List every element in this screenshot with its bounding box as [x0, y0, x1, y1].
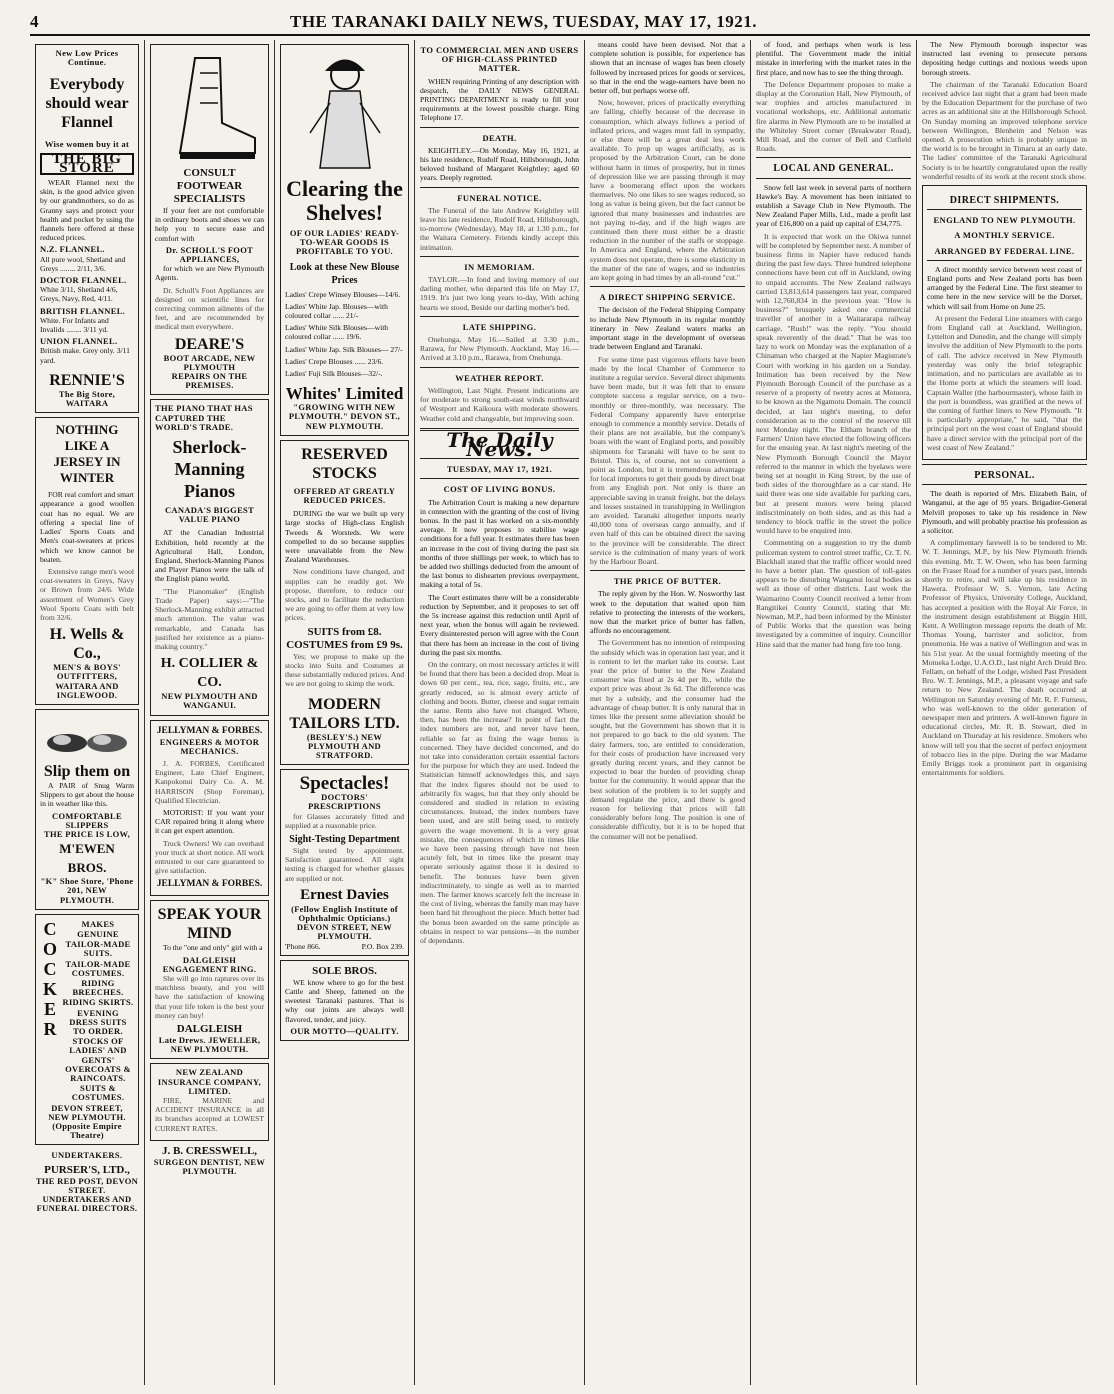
slipper-illustration-icon [42, 718, 132, 758]
slip-comfortable: COMFORTABLE SLIPPERS [52, 810, 122, 830]
cocker-letter: C [43, 958, 57, 979]
death-body: KEIGHTLEY.—On Monday, May 16, 1921, at his late residence, Rudolf Road, Hillsborough, John beloved husband of Margaret Keightley; aged 60 years. Deeply regretted. [420, 145, 579, 183]
direct-body: A direct monthly service between west coast of England ports and New Zealand ports has been arranged by the Federal Line. The first steamer to come here in the new service will be the Dorset, which will sail from Home on June 25. [927, 264, 1082, 311]
modern-sub: (BESLEY'S.) NEW PLYMOUTH AND STRATFORD. [306, 731, 383, 760]
cocker-line: EVENING DRESS SUITS TO ORDER. [69, 1007, 127, 1036]
column-1 [30, 40, 145, 1385]
blouse-list [285, 290, 404, 379]
blouse-item: Ladies' Crepe Winsey Blouses—14/6. [285, 289, 401, 299]
purser-sub: THE RED POST, DEVON STREET. UNDERTAKERS AND FUNERAL DIRECTORS. [35, 1175, 139, 1214]
jellyman-advert: JELLYMAN & FORBES. ENGINEERS & MOTOR MECHANICS. J. A. FORBES, Certificated Engineer, Late Chief Engineer, Kanpokonui Dairy Co. A. M. HARRISON (Shop Foreman), Qualified Electrician. MOTORIST: If you want your CAR repaired bring it along where it can get expert attention. Truck Owners! We can overhaul your truck at short notice. All work entrusted to our care guaranteed to give satisfaction. JELLYMAN & FORBES. [150, 720, 269, 897]
dalgleish-advert: SPEAK YOUR MIND To the "one and only" girl with a DALGLEISH ENGAGEMENT RING. She will go into raptures over its matchless beauty, and you will have the satisfaction of knowing that your life token is the best your money can buy! DALGLEISH Late Drews. JEWELLER, NEW PLYMOUTH. [150, 900, 269, 1059]
direct-sub-2: A MONTHLY SERVICE. [954, 230, 1055, 241]
consult-advert: CONSULT FOOTWEAR SPECIALISTS If your feet are not comfortable in ordinary boots and shoes we can help you to secure ease and comfort with Dr. SCHOLL'S FOOT APPLIANCES, for which we are New Plymouth Agents. Dr. Scholl's Foot Appliances are designed on scientific lines for correcting common ailments of the feet, and are recommended by medical men everywhere. DEARE'S BOOT ARCADE, NEW PLYMOUTH REPAIRS ON THE PREMISES. [150, 44, 269, 395]
flannel-name: BRITISH FLANNEL. [40, 305, 126, 316]
big-store-body: WEAR Flannel next the skin, is the good advice given by our grandmothers, so do as Granny says and protect your health and pocket by using the flannels here offered at these reduced prices. [40, 178, 134, 243]
scholl-name: Dr. SCHOLL'S FOOT APPLIANCES, [165, 244, 254, 265]
sight-head: Sight-Testing Department [289, 833, 400, 845]
leader-head: COST OF LIVING BONUS. [443, 484, 556, 495]
big-store-head: New Low Prices Continue. [55, 48, 119, 68]
mcewen-name: M'EWEN BROS. [59, 841, 115, 876]
shipping-service-body: The decision of the Federal Shipping Company to include New Plymouth in its regular monthly itinerary in New Zealand waters marks an important stage in the development of overseas trade between England and Taranaki. [590, 305, 745, 352]
local-head: LOCAL AND GENERAL. [773, 163, 894, 175]
memoriam-head: IN MEMORIAM. [464, 261, 535, 272]
death-head: DEATH. [482, 132, 517, 143]
blouse-item: Ladies' Fuji Silk Blouses—32/-. [285, 369, 383, 379]
cocker-letters [40, 919, 60, 1039]
collier-sub: NEW PLYMOUTH AND WANGANUI. [161, 691, 258, 711]
blouse-item: Ladies' White Jap. Silk Blouses— 27/- [285, 344, 403, 354]
modern-name: MODERN TAILORS LTD. [289, 695, 400, 732]
slip-price: THE PRICE IS LOW, [43, 828, 131, 839]
column-4: TO COMMERCIAL MEN AND USERS OF HIGH-CLASS PRINTED MATTER. WHEN requiring Printing of any description with despatch, the DAILY NEWS GENERAL PRINTING DEPARTMENT is ready to fill your requirements at the lowest possible charge. Ring Telephone 17. DEATH. KEIGHTLEY.—On Monday, May 16, 1921, at his late residence, Rudolf Road, Hillsborough, John beloved husband of Margaret Keightley; aged 60 years. Deeply regretted. FUNERAL NOTICE. The Funeral of the late Andrew Keightley will leave his late residence, Rudolf Road, Hillsborough, to-morrow (Wednesday), May 18, at 1.30 p.m., for the Waitara Cemetery. Friends kindly accept this intimation. IN MEMORIAM. TAYLOR.—In fond and loving memory of our darling mother, who departed this life on May 17, 1919. It's just two long years to-day, With aching hearts we stood, Beside our darling mother's bed. LATE SHIPPING. Onehunga, May 16.—Sailed at 3.30 p.m., Rarawa, for New Plymouth. Auckland, May 16.—Arrived at 3.10 p.m., Rarawa, from Onehunga. WEATHER REPORT. Wellington, Last Night. Present indications are for moderate to strong south-east winds northward of Westport and Kaikoura with moderate showers. Weather cold and changeable, but improving soon. The Daily News. TUESDAY, MAY 17, 1921. COST OF LIVING BONUS. The Arbitration Court is making a new departure in connection with the granting of the cost of living bonus. In the past it has worked on a six-monthly average. It now proposes to stabilise wage conditions for a full year. It estimates there has been an increase in the cost of living during the past six months of three shillings per week, to which has to be added two shillings deducted from the amount of the last bonus to dishearten previous overpayment, making a total of 5s. The Court estimates there will be a considerable reduction by September, and it proposes to set off the 5s increase against this reduction until April of next year, when the bonus will again be reviewed. Every disinterested person will agree with the Court that there has been an increase in the cost of living during the past six months. On the contrary, on most necessary articles it will be found that there has been a decided drop. Meat is down 60 per cent., tea, rice, sago, fruits, etc., are greatly reduced, so is almost every article of clothing and boots. Butter, cheese and sugar remain the same. Rents also have not changed. Where, then, has been the increase? In point of fact the index numbers are not, and never have been, reliable so far as fixing the wage bonus is concerned. They have decided concerned, and do not take into consideration certain essential factors for the purpose for which they are used. Indeed the Statistician himself acknowledges this, and says that the index figures should not be used to arbitrarily fix wages, but that they only should be considered and studied in relation to existing circumstances. Instead, the index numbers have been used, and are still being used, to entirely govern the wage movement. It is a very great mistake, the consequences of which in times like we have been passing through have not been acutely felt, but in times like the present may operate seriously against those it is desired to benefit. The bonuses have been given indiscriminately, to single as well as to married men. The farmer knows scarcely felt the increase in the cost of living, whereas the family man may have been hard hit throughout the piece. Much better had the bonus been awarded on the same principle as obtains in respect to war pensions—in the number of dependants. [415, 40, 585, 1385]
col7-notes-body: The New Plymouth borough inspector was instructed last evening to prosecute persons depositing hedge cuttings and noxious weeds upon borough streets. [922, 40, 1087, 77]
blouse-item: Ladies' Crepe Blouses ...... 23/6. [285, 356, 384, 366]
piano-advert: THE PIANO THAT HAS CAPTURED THE WORLD'S TRADE. Sherlock-Manning Pianos CANADA'S BIGGEST VALUE PIANO AT the Canadian Industrial Exhibition, held recently at the Agricultural Hall, London, England, Sherlock-Manning Pianos and Player Pianos were the talk of the English piano world. "The Pianomaker" (English Trade Paper) says:—"The Sherlock-Manning exhibit attracted much attention. The value was remarkable, and Canada has justified her existence as a piano-making country." H. COLLIER & CO. NEW PLYMOUTH AND WANGANUI. [150, 399, 269, 715]
flannel-list [40, 245, 134, 364]
cocker-advert [35, 914, 139, 1146]
flannel-name: N.Z. FLANNEL. [40, 244, 105, 255]
cresswell-name: J. B. CRESSWELL, [161, 1144, 258, 1157]
cocker-line: MAKES [81, 918, 115, 929]
sole-body: WE know where to go for the best Cattle and Sheep, fattened on the sweetest Taranaki pastures. That is why our joints are always well flavored, tender, and juicy. [285, 977, 404, 1024]
sole-head: SOLE BROS. [312, 964, 377, 977]
ernest-phone: 'Phone 866. [285, 941, 321, 951]
undertakers-head: UNDERTAKERS. [51, 1150, 123, 1161]
nz-insurance: NEW ZEALAND INSURANCE COMPANY, LIMITED. [157, 1067, 262, 1096]
rennies-sub: The Big Store, WAITARA [58, 388, 116, 409]
spectacles-sub: DOCTORS' PRESCRIPTIONS [308, 792, 381, 812]
cocker-line: RIDING SKIRTS. [62, 997, 134, 1008]
ernest-contact [285, 942, 404, 951]
cresswell-sub: SURGEON DENTIST, NEW PLYMOUTH. [153, 1156, 266, 1177]
jellyman-sub: ENGINEERS & MOTOR MECHANICS. [159, 736, 260, 756]
leader-body: The Arbitration Court is making a new departure in connection with the granting of the cost of living bonus. In the past it has worked on a six-monthly average. It now proposes to stabilise wage conditions for a full year. It estimates there has been an increase in the cost of living during the past six months of three shillings per week, to which has to be added two shillings deducted from the amount of the last bonus to dishearten previous overpayment, making a total of 5s. [420, 497, 579, 590]
speak-head: SPEAK YOUR MIND [157, 906, 262, 943]
cocker-letter: K [42, 978, 57, 999]
sole-advert [280, 960, 409, 1041]
cocker-line: STOCKS OF LADIES' AND GENTS' OVERCOATS & RAINCOATS. [65, 1036, 131, 1084]
col5-body-1: means could have been devised. Not that a complete solution is possible, for experience has shown that an increase of wages has been closely followed by increased prices for goods or services, so that in the end the wage-earners have been no better off, but perhaps worse off. [590, 40, 745, 96]
lady-illustration-icon [290, 53, 400, 173]
rennies-name: RENNIE'S [49, 371, 125, 389]
butter-head: THE PRICE OF BUTTER. [613, 576, 722, 587]
clearing-head: Clearing the Shelves! [286, 176, 403, 225]
dalgleish-name: DALGLEISH [176, 1022, 243, 1035]
blouse-head: Look at these New Blouse Prices [289, 261, 400, 286]
shipping-service-head: A DIRECT SHIPPING SERVICE. [599, 292, 736, 303]
masthead [30, 10, 1090, 36]
reserved-body: DURING the war we built up very large stocks of High-class English Tweeds & Worsteds. We were compelled to do so because supplies were unavailable from the New Zealand Warehouses. [285, 509, 404, 565]
paper-date: TUESDAY, MAY 17, 1921. [446, 464, 553, 475]
cocker-addr: DEVON STREET, NEW PLYMOUTH. (Opposite Empire Theatre) [48, 1102, 126, 1141]
direct-sub-3: ARRANGED BY FEDERAL LINE. [934, 245, 1075, 256]
leader-body-2: The Court estimates there will be a considerable reduction by September, and it proposes to set off the 5s increase against this reduction until April of next year, when the bonus will again be reviewed. Every disinterested person will agree with the Court that there has been an increase in the cost of living during the past six months. [420, 592, 579, 657]
commercial-head: TO COMMERCIAL MEN AND USERS OF HIGH-CLASS PRINTED MATTER. [420, 45, 579, 74]
page-number: 4 [30, 12, 39, 31]
sole-motto: OUR MOTTO—QUALITY. [290, 1025, 399, 1036]
big-store-sub: Wise women buy it at [44, 139, 130, 150]
cocker-line: TAILOR-MADE SUITS. [65, 939, 131, 959]
sherlock-sub: CANADA'S BIGGEST VALUE PIANO [164, 505, 255, 525]
spectacles-advert: Spectacles! DOCTORS' PRESCRIPTIONS for Glasses accurately fitted and supplied at a reasonable price. Sight-Testing Department Sight tested by appointment. Satisfaction guaranteed. All sight testing is charged for whether glasses are supplied or not. Ernest Davies (Fellow English Institute of Ophthalmic Opticians.) DEVON STREET, NEW PLYMOUTH. 'Phone 866. P.O. Box 239. [280, 769, 409, 956]
personal-head: PERSONAL. [974, 469, 1035, 481]
flannel-detail: British make. Grey only. 3/11 yard. [40, 346, 130, 365]
reserved-head: RESERVED STOCKS [301, 445, 388, 482]
funeral-head: FUNERAL NOTICE. [457, 192, 542, 203]
consult-head: CONSULT FOOTWEAR SPECIALISTS [173, 167, 246, 205]
column-5: means could have been devised. Not that a complete solution is possible, for experience has shown that an increase of wages has been closely followed by increased prices for goods or services, so that in the end the wage-earners have been no better off, but perhaps worse off. Now, however, prices of practically everything are falling, chiefly because of the decrease in consumption, which always follows a period of inflated prices, and wages must fall in sympathy, or else there will be a great deal less work available. To prop up wages artificially, as is proposed by the Arbitration Court, can be done without harm in times of prosperity, but in times of depression like we are passing through it may have a boomerang effect upon the workers themselves. No one likes to see wages reduced, so long as value is being given, but the fact cannot be ignored that many businesses and industries are not paying to-day, and if the high wages are continued then there must either be a drastic reduction in the number of the staffs or stoppage. In America and England, where the Arbitration system does not operate, there is some elasticity in the matter of the rate of wages, and so industries are kept going in bad times by an all-round "cut." A DIRECT SHIPPING SERVICE. The decision of the Federal Shipping Company to include New Plymouth in its regular monthly itinerary in New Zealand waters marks an important stage in the development of overseas trade between England and Taranaki. For some time past vigorous efforts have been made by the local Chamber of Commerce to institute a regular service. Several direct shipments have been made, but it was felt that to ensure complete success a regular service, on a two-monthly or three-monthly, was necessary. The Federal Company apparently have enterprise enough to commence a monthly service. Details of their plans are not available, but the company's boats with the want of England ports, and possibly shipments for Taranaki will have to be sent to Bristol. This is, of course, not so convenient a point as London, but it is tremendous advantage for local importers to get their goods by direct boat from any English port. Not only is there an appreciable saving in transit freight, but the delays and losses sustained in transhipping in Wellington are avoided. Taranaki altogether imports nearly 40,000 tons of overseas cargo annually, and if even half of this can be obtained direct the saving to the province will be considerable. The direct service is the culmination of many years of work by the Harbour Board. THE PRICE OF BUTTER. The reply given by the Hon. W. Nosworthy last week to the deputation that waited upon him relative to protecting the interests of the workers, now that the market price of butter has fallen, affords no encouragement. The Government has no intention of reimposing the subsidy which was in operation last year, and it is content to let the market take its course. Last year the price of butter to the New Zealand consumer was fixed at 2s 4d per lb., while the export price was about 3s 6d. The difference was met by a subsidy, and the consumer had the advantage of cheap butter. It is only natural that in times like the present some alleviation should be sought, but the Government has shown that it is not prepared to go back to the old system. The dairy farmers, too, are entitled to consideration, for their costs of production have increased very greatly during recent years, and they cannot be expected to bear the burden of providing cheap butter for the community. It would appear that the best solution of the problem is to let supply and demand regulate the price, and there is good reason for believing that prices will fall considerably before long. The position is one of considerable difficulty, but it is to be hoped that the consumer will not be penalised. [585, 40, 751, 1385]
suits-line: SUITS from £8. COSTUMES from £9 9s. [286, 625, 403, 651]
dalgleish-ring: DALGLEISH ENGAGEMENT RING. [162, 954, 257, 974]
speak-body: To the "one and only" girl with a [163, 943, 263, 953]
newspaper-title: THE TARANAKI DAILY NEWS, TUESDAY, MAY 17, 1921. [290, 12, 758, 31]
wells-name: H. Wells & Co., [49, 626, 125, 663]
deares-repairs: REPAIRS ON THE PREMISES. [171, 371, 248, 391]
direct-sub-1: ENGLAND TO NEW PLYMOUTH. [933, 215, 1076, 226]
collier-name: H. COLLIER & CO. [160, 656, 259, 691]
direct-shipments-box: DIRECT SHIPMENTS. ENGLAND TO NEW PLYMOUTH. A MONTHLY SERVICE. ARRANGED BY FEDERAL LINE. A direct monthly service between west coast of England ports and New Zealand ports has been arranged by the Federal Line. The first steamer to come here in the new service will be the Dorset, which will sail from Home on June 25. At present the Federal Line steamers with cargo from England call at Auckland, Wellington, Lyttelton and Dunedin, and the change will simply involve the addition of New Plymouth to the ports of call. The advice received in New Plymouth yesterday was only the brief telegraphic intimation, and no particulars are available as to the Home ports at which the steamers will load. Captain Waller (the harbourmaster), whose faith in the port is boundless, was gratified at the news of the coming of further liners to New Plymouth. "It is particularly appropriate," he said, "that the principal port on the west coast of England should have a direct service with the principal port of the west coast of New Zealand." [922, 185, 1087, 460]
reserved-advert: RESERVED STOCKS OFFERED AT GREATLY REDUCED PRICES. DURING the war we built up very large stocks of High-class English Tweeds & Worsteds. We were compelled to do so because supplies were unavailable from the New Zealand Warehouses. Now conditions have changed, and supplies can be readily got. We propose, therefore, to reduce our stocks, and to facilitate the reduction we are going to offer them at very low prices. SUITS from £8. COSTUMES from £9 9s. Yes; we propose to make up the stocks into Suits and Costumes at these substantially reduced prices. And we are not going to skimp the work. MODERN TAILORS LTD. (BESLEY'S.) NEW PLYMOUTH AND STRATFORD. [280, 440, 409, 765]
ernest-box: P.O. Box 239. [361, 941, 404, 951]
flannel-name: DOCTOR FLANNEL. [40, 275, 127, 286]
cocker-letter: E [43, 998, 56, 1019]
column-2 [145, 40, 275, 1385]
flannel-detail: White. For Infants and Invalids ........ 3/11 yd. [40, 315, 109, 335]
jersey-advert: NOTHING LIKE A JERSEY IN WINTER FOR real comfort and smart appearance a good woollen coat has no equal. We are offering a special line of Ladies' Sports Coats and Men's coat-sweaters at prices which we know cannot be beaten. Extensive range men's wool coat-sweaters in Greys, Navy or Brown from 24/6. Wide assortment of Women's Grey Wool Sports Coats with belt from 32/6. H. Wells & Co., MEN'S & BOYS' OUTFITTERS, WAITARA AND INGLEWOOD. [35, 417, 139, 705]
flannel-detail: All pure wool, Shetland and Greys ........ 2/11, 3/6. [40, 254, 126, 273]
spectacles-head: Spectacles! [299, 773, 390, 795]
paper-title: The Daily News. [446, 427, 553, 461]
wells-sub: MEN'S & BOYS' OUTFITTERS, WAITARA AND INGLEWOOD. [53, 662, 121, 700]
direct-head: DIRECT SHIPMENTS. [949, 195, 1060, 207]
slip-body: A PAIR of Snug Warm Slippers to get about the house in in weather like this. [40, 780, 134, 809]
big-store-logo-text: THE BIG STORE [52, 150, 122, 176]
big-store-slogan: Everybody should wear Flannel [45, 76, 129, 132]
dalgleish-sub: Late Drews. JEWELLER, NEW PLYMOUTH. [158, 1034, 261, 1055]
blouse-item: Ladies' White Silk Blouses—with coloured collar ...... 19/6. [285, 323, 389, 342]
col6-body-1: of food, and perhaps when work is less plentiful. The Government made the initial mistake in interfering with the market rates in the first place, and now has to see the thing through. [756, 40, 911, 77]
ernest-name: Ernest Davies [300, 886, 389, 903]
flannel-name: UNION FLANNEL. [40, 336, 118, 347]
jersey-head: NOTHING LIKE A JERSEY IN WINTER [53, 422, 121, 486]
jellyman-repeat: JELLYMAN & FORBES. [156, 879, 263, 890]
sherlock-name: Sherlock-Manning Pianos [172, 437, 247, 502]
cocker-line: TAILOR-MADE COSTUMES. [65, 958, 131, 978]
cocker-line: RIDING BREECHES. [72, 977, 124, 998]
jersey-body: FOR real comfort and smart appearance a good woollen coat has no equal. We are offering a special line of Ladies' Sports Coats and Men's coat-sweaters at prices which we know cannot be beaten. [40, 490, 134, 564]
jellyman-body: MOTORIST: If you want your CAR repaired bring it along where it can get expert attention. [155, 807, 264, 836]
insurance-advert: NEW ZEALAND INSURANCE COMPANY, LIMITED. FIRE, MARINE and ACCIDENT INSURANCE in all its branches accepted at LOWEST CURRENT RATES. [150, 1063, 269, 1140]
column-7: The New Plymouth borough inspector was instructed last evening to prosecute persons depositing hedge cuttings and noxious weeds upon borough streets. The chairman of the Taranaki Education Board received advice last night that a grant had been made by the Education Department for the purchase of two acres as an additional site at the Hillsborough School. On Sunday morning an improved telephone service between Wellington, Blenheim and Nelson was opened. A prosecution which is probably unique in the world is to be brought in Timaru at an early date. The ladies' committee of the Taranaki Agricultural Society is to be heartily congratulated upon the really wonderful results of its work at the recent stock show. DIRECT SHIPMENTS. ENGLAND TO NEW PLYMOUTH. A MONTHLY SERVICE. ARRANGED BY FEDERAL LINE. A direct monthly service between west coast of England ports and New Zealand ports has been arranged by the Federal Line. The first steamer to come here in the new service will be the Dorset, which will sail from Home on June 25. At present the Federal Line steamers with cargo from England call at Auckland, Wellington, Lyttelton and Dunedin, and the change will simply involve the addition of New Plymouth to the ports of call. The advice received in New Plymouth yesterday was only the brief telegraphic intimation, and no particulars are available as to the Home ports at which the steamers will load. Captain Waller (the harbourmaster), whose faith in the port is boundless, was gratified at the news of the coming of further liners to New Plymouth. "It is particularly appropriate," he said, "that the principal port on the west coast of England should have a direct service with the principal port of the west coast of New Zealand." PERSONAL. The death is reported of Mrs. Elizabeth Bain, of Wanganui, at the age of 95 years. Brigadier-General Melvill proposes to take up his residence in New Plymouth, and will probably practise his profession as a solicitor. A complimentary farewell is to be tendered to Mr. W. T. Jennings, M.P., by his New Plymouth friends this evening. Mr. T. W. Owen, who has been farming on the Fraser Road for a number of years past, intends shortly to retire, and will take up his residence in Hawera. Professor W. S. Vernon, late Acting Professor of Physics, University College, Auckland, has accepted a position with the Royal Air Force, in the instrument design establishment at Biggin Hill, Kent. A Wellington message reports the death of Mr. Thomas Young, barrister and solicitor, from pneumonia. He was a native of Wellington and was in his 51st year. At the usual fortnightly meeting of the Motueka Lodge, U.A.O.D., last night Arch Druid Bro. Fellam, on behalf of the Lodge, wished Past President Bro. W. T. Jennings, M.P., a pleasant voyage and safe return to New Zealand. The death occurred at Wellington on Saturday evening of Mr. R. F. Furness, who was well-known to the older generation of newspaper men and printers. A well-known figure in educational circles, Mr. R. B. Stewart, died in Auckland on Thursday at his residence. Smokers who know will tell you that the secret of perfect enjoyment of tobacco lies in the pipe. During the war Madame Emily Briggs took a prominent part in organising entertainments for soldiers. [922, 40, 1087, 778]
clearing-sub: OF OUR LADIES' READY-TO-WEAR GOODS IS PROFITABLE TO YOU. [289, 228, 400, 257]
flannel-detail: White 3/11, Shetland 4/6, Greys, Navy, Red, 4/11. [40, 285, 118, 304]
cocker-letter: O [42, 938, 57, 959]
cocker-letter: R [43, 1018, 57, 1039]
cocker-line: SUITS & COSTUMES. [71, 1083, 125, 1103]
ernest-sub: (Fellow English Institute of Ophthalmic Opticians.) DEVON STREET, NEW PLYMOUTH. [291, 903, 398, 942]
slippers-advert [35, 709, 139, 910]
whites-sub: "GROWING WITH NEW PLYMOUTH." DEVON ST., NEW PLYMOUTH. [288, 402, 401, 431]
blouse-item: Ladies' White Jap. Blouses—with coloured collar ...... 21/- [285, 301, 388, 321]
cocker-letter: C [43, 918, 57, 939]
shipping-head: LATE SHIPPING. [462, 321, 537, 332]
big-store-logo [40, 150, 134, 176]
sherlock-body: AT the Canadian Industrial Exhibition, held recently at the Agricultural Hall, London, England, Sherlock-Manning Pianos and Player Pianos were the talk of the English piano world. [155, 528, 264, 584]
butter-body: The reply given by the Hon. W. Nosworthy last week to the deputation that waited upon him relative to protecting the interests of the workers, now that the market price of butter has fallen, affords no encouragement. [590, 589, 745, 636]
personal-body: The death is reported of Mrs. Elizabeth Bain, of Wanganui, at the age of 95 years. Brigadier-General Melvill proposes to take up his residence in New Plymouth, and will probably practise his profession as a solicitor. [922, 489, 1087, 535]
piano-head: THE PIANO THAT HAS CAPTURED THE WORLD'S TRADE. [155, 403, 253, 432]
commercial-body: WHEN requiring Printing of any description with despatch, the DAILY NEWS GENERAL PRINTING DEPARTMENT is ready to fill your requirements at the lowest possible charge. Ring Telephone 17. [420, 76, 580, 123]
consult-body: If your feet are not comfortable in ordinary boots and shoes we can help you to secure ease and comfort with [155, 206, 264, 243]
weather-head: WEATHER REPORT. [455, 372, 544, 383]
big-store-advert [35, 44, 139, 413]
slip-head: Slip them on [43, 762, 131, 780]
whites-name: Whites' Limited [285, 384, 404, 404]
column-3 [275, 40, 415, 1385]
clearing-advert [280, 44, 409, 436]
jellyman-head: JELLYMAN & FORBES. [156, 725, 263, 736]
scholl-body: for which we are New Plymouth Agents. [155, 264, 264, 283]
reserved-sub: OFFERED AT GREATLY REDUCED PRICES. [293, 485, 396, 506]
boot-illustration-icon [160, 53, 260, 163]
cocker-line: GENUINE [77, 928, 119, 939]
deares-name: DEARE'S [174, 335, 245, 353]
column-6: of food, and perhaps when work is less plentiful. The Government made the initial mistake in interfering with the market rates in the first place, and now has to see the thing through. The Defence Department proposes to make a display at the Coronation Hall, New Plymouth, of war trophies and articles manufactured in vocational workshops, etc. Additional automatic fire alarms in New Plymouth are to be installed at the Whiteley Street corner (Breakwater Road), Mill Road, and the corner of Bell and Cutfield Roads. LOCAL AND GENERAL. Snow fell last week in several parts of northern Hawke's Bay. A movement has been initiated to establish a Savage Club in New Plymouth. The New Zealand Paper Mills, Ltd., made a profit last year of £16,800 on a paid up capital of £34,775. It is expected that work on the Okiwa tunnel will be completed by September next. A number of business firms in Napier have reduced hands during the past few days. Three hundred telephone connections have been cut off in Auckland, owing to unpaid accounts. The New Zealand railways carried 13,813,614 passengers last year, compared with 12,760,834 in the previous year. "How is business?" brusquely asked one commercial traveller of another in a Waitararapa railway carriage. "Rush!" was the reply. "You should speak reverently of the dead." That he was too lazy to work on Monday was the explanation of a Chinaman who charged at the Napier Magistrate's Court with working in his garden on a Sunday. Intimation has been received by the New Plymouth Borough Council of the purchase as a reserve of a property of twenty acres at Motuora, to be known as the Ngamotu Domain. The council decided, at last night's meeting, to defer consideration as to the control of the reserve till next Monday night. The Eltham branch of the Farmers' Union have elected the following officers for the ensuing year. At last night's meeting of the New Plymouth Borough Council the Mayor referred to the manner in which the byelaws were being set at nought in King Street, by the use of both sides of the thoroughfare as a car stand. He said there was one side available for parking cars, but at present motors were being placed indiscriminately on both sides, and as this had a tendency to block traffic in the street the police would have to be enquired into. Commenting on a suggestion to try the dumb policeman system to control street traffic, Cr. T. N. Blackhall stated that the traffic officer would need to have a better plan. The question of toll-gates appears to be disturbing Wanganui local bodies as well as those of other districts. Last week the Waimarino County Council received a letter from Rangitikei County Council, stating that Mr. Newman, M.P., had been informed by the Minister of Public Works that the question was being investigated by a committee of inquiry. Councillor Hine said that the matter had hung fire too long. [751, 40, 917, 1385]
mcewen-sub: "K" Shoe Store, 'Phone 201, NEW PLYMOUTH. [40, 876, 134, 905]
local-body: Snow fell last week in several parts of northern Hawke's Bay. A movement has been initiated to establish a Savage Club in New Plymouth. The New Zealand Paper Mills, Ltd., made a profit last year of £16,800 on a paid up capital of £34,775. [756, 182, 911, 229]
purser-name: PURSER'S, LTD., [44, 1163, 130, 1176]
cocker-lines [62, 920, 134, 1103]
deares-sub: BOOT ARCADE, NEW PLYMOUTH [163, 352, 256, 372]
